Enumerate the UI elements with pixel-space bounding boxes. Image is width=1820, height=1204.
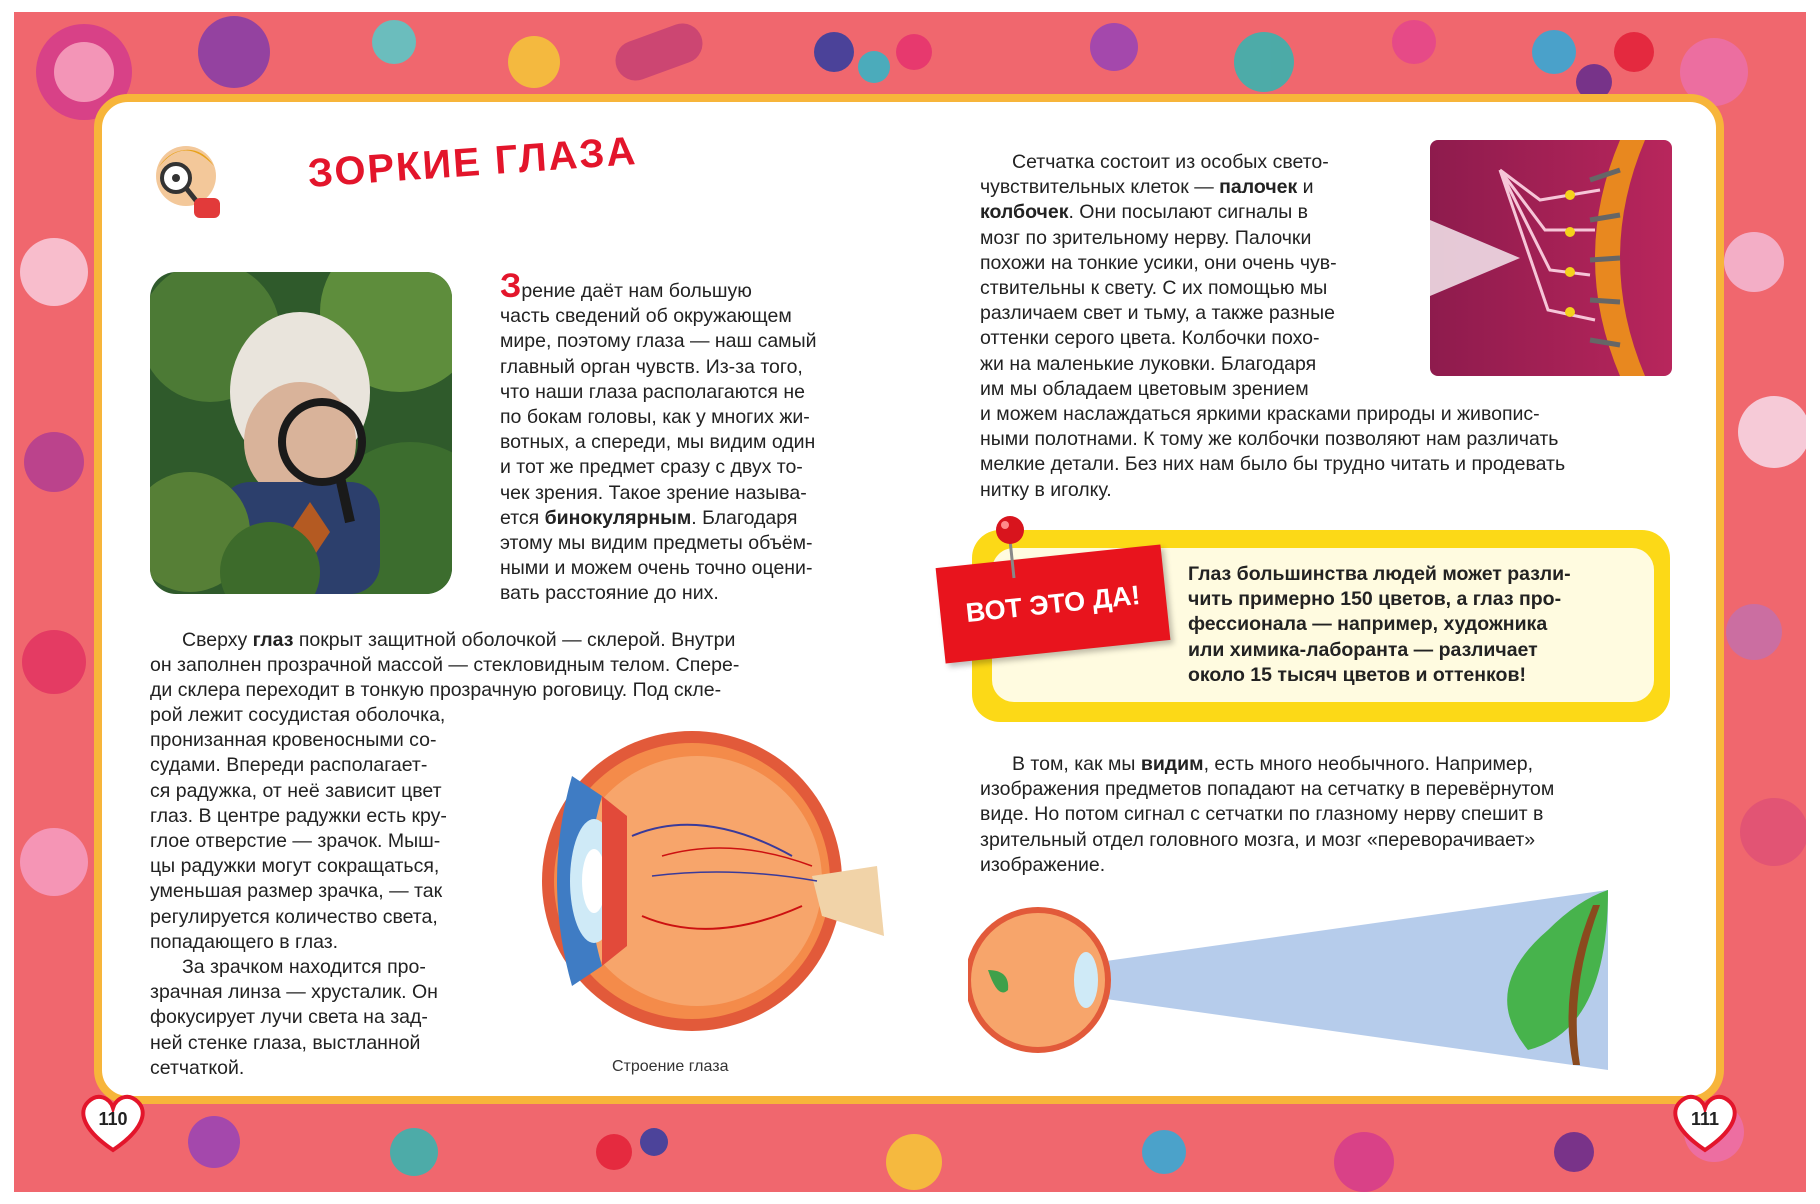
retina-paragraph-wide (980, 402, 1666, 503)
intro-line: главный орган чувств. Из-за того, (500, 355, 803, 378)
vision-line: виде. Но потом сигнал с сетчатки по глазному нерву спешит в (980, 803, 1544, 826)
intro-line: и тот же предмет сразу с двух то- (500, 456, 803, 479)
lens-line: фокусирует лучи света на зад- (150, 1006, 428, 1029)
iris-line: судами. Впереди располагает- (150, 754, 428, 777)
vision-line: изображения предметов попадают на сетчатку в перевёрнутом (980, 778, 1555, 801)
intro-line-part: . Благодаря (691, 506, 798, 529)
iris-line: ся радужка, от неё зависит цвет (150, 779, 442, 802)
vision-paragraph (980, 752, 1666, 878)
see-term: видим (1140, 753, 1204, 775)
iris-line: уменьшая размер зрачка, — так (150, 880, 443, 903)
iris-line: глое отверстие — зрачок. Мыш- (150, 830, 441, 853)
eye-term: глаз (252, 629, 294, 651)
pushpin-icon (990, 510, 1030, 580)
retina-line: жи на маленькие луковки. Благодаря (980, 352, 1317, 375)
vision-line: изображение. (980, 853, 1106, 876)
binocular-term: бинокулярным (544, 506, 692, 529)
vision-line: зрительный отдел головного мозга, и мозг «переворачивает» (980, 828, 1536, 851)
lens-line: сетчаткой. (150, 1056, 245, 1079)
page-title: ЗОРКИЕ ГЛАЗА (306, 129, 639, 196)
retina-cells-illustration (1430, 140, 1672, 376)
intro-line: вать расстояние до них. (500, 582, 719, 605)
fact-line: или химика-лаборанта — различает (1188, 638, 1538, 661)
fact-line: фессионала — например, художника (1188, 613, 1548, 636)
retina-line: мелкие детали. Без них нам было бы трудно читать и продевать (980, 453, 1566, 476)
retina-line: ными полотнами. К тому же колбочки позволяют нам различать (980, 428, 1559, 451)
intro-line: этому мы видим предметы объём- (500, 532, 813, 555)
rods-term: палочек (1219, 176, 1298, 199)
intro-line: ными и можем очень точно оцени- (500, 557, 813, 580)
iris-line: регулируется количество света, (150, 905, 438, 928)
sclera-line-part: покрыт защитной оболочкой — склерой. Внутри (293, 629, 736, 651)
eye-caption: Строение глаза (612, 1058, 729, 1075)
eye-structure-illustration (532, 716, 892, 1036)
sclera-paragraph (150, 628, 838, 704)
intro-line: по бокам головы, как у многих жи- (500, 406, 810, 429)
vision-line-part: , есть много необычного. Например, (1203, 753, 1534, 775)
iris-line: цы радужки могут сокращаться, (150, 855, 440, 878)
fact-callout-text (1188, 562, 1624, 688)
retina-line: нитку в иголку. (980, 478, 1112, 501)
dropcap-letter: З (500, 267, 522, 305)
mascot-magnifier-icon (144, 138, 228, 220)
intro-line: вотных, а спереди, мы видим один (500, 431, 816, 454)
intro-line: чек зрения. Такое зрение называ- (500, 481, 807, 504)
retina-line-part: и (1297, 176, 1314, 199)
intro-line: рение даёт нам большую (521, 280, 752, 302)
intro-paragraph (500, 267, 838, 607)
sclera-line: ди склера переходит в тонкую прозрачную роговицу. Под скле- (150, 679, 722, 702)
retina-line-part: чувствительных клеток — (980, 176, 1220, 199)
sclera-line-part: Сверху (182, 629, 253, 651)
inverted-image-illustration (968, 880, 1672, 1080)
retina-paragraph (980, 150, 1404, 402)
retina-line: и можем наслаждаться яркими красками природы и живопис- (980, 403, 1540, 425)
retina-line: ствительны к свету. С их помощью мы (980, 277, 1328, 300)
left-page-number: 110 (98, 1108, 128, 1129)
intro-line: часть сведений об окружающем (500, 305, 792, 328)
retina-line-part: . Они посылают сигналы в (1068, 201, 1309, 224)
fact-line: около 15 тысяч цветов и оттенков! (1188, 663, 1526, 686)
lens-line: За зрачком находится про- (182, 956, 426, 979)
wow-badge-label: ВОТ ЭТО ДА! (964, 579, 1142, 628)
retina-line: различаем свет и тьму, а также разные (980, 302, 1335, 325)
iris-paragraph (150, 703, 512, 1081)
lens-line: зрачная линза — хрусталик. Он (150, 981, 438, 1004)
retina-line: Сетчатка состоит из особых свето- (1012, 151, 1329, 173)
right-page-number: 111 (1690, 1108, 1720, 1129)
lens-line: ней стенке глаза, выстланной (150, 1031, 421, 1054)
retina-line: оттенки серого цвета. Колбочки похо- (980, 327, 1320, 350)
retina-line: им мы обладаем цветовым зрением (980, 377, 1309, 400)
sclera-line: он заполнен прозрачной массой — стекловидным телом. Спере- (150, 654, 740, 677)
vision-line-part: В том, как мы (1012, 753, 1141, 775)
cones-term: колбочек (980, 201, 1069, 224)
intro-line-part: ется (500, 506, 545, 529)
fact-line: Глаз большинства людей может разли- (1188, 563, 1571, 585)
iris-line: пронизанная кровеносными со- (150, 729, 437, 752)
intro-line: мире, поэтому глаза — наш самый (500, 330, 817, 353)
iris-line: глаз. В центре радужки есть кру- (150, 804, 447, 827)
intro-line: что наши глаза располагаются не (500, 380, 806, 403)
iris-line: попадающего в глаз. (150, 930, 339, 953)
retina-line: мозг по зрительному нерву. Палочки (980, 226, 1312, 249)
retina-line: похожи на тонкие усики, они очень чув- (980, 251, 1337, 274)
child-with-magnifier-photo (150, 272, 452, 594)
fact-line: чить примерно 150 цветов, а глаз про- (1188, 588, 1562, 611)
iris-line: рой лежит сосудистая оболочка, (150, 704, 446, 726)
